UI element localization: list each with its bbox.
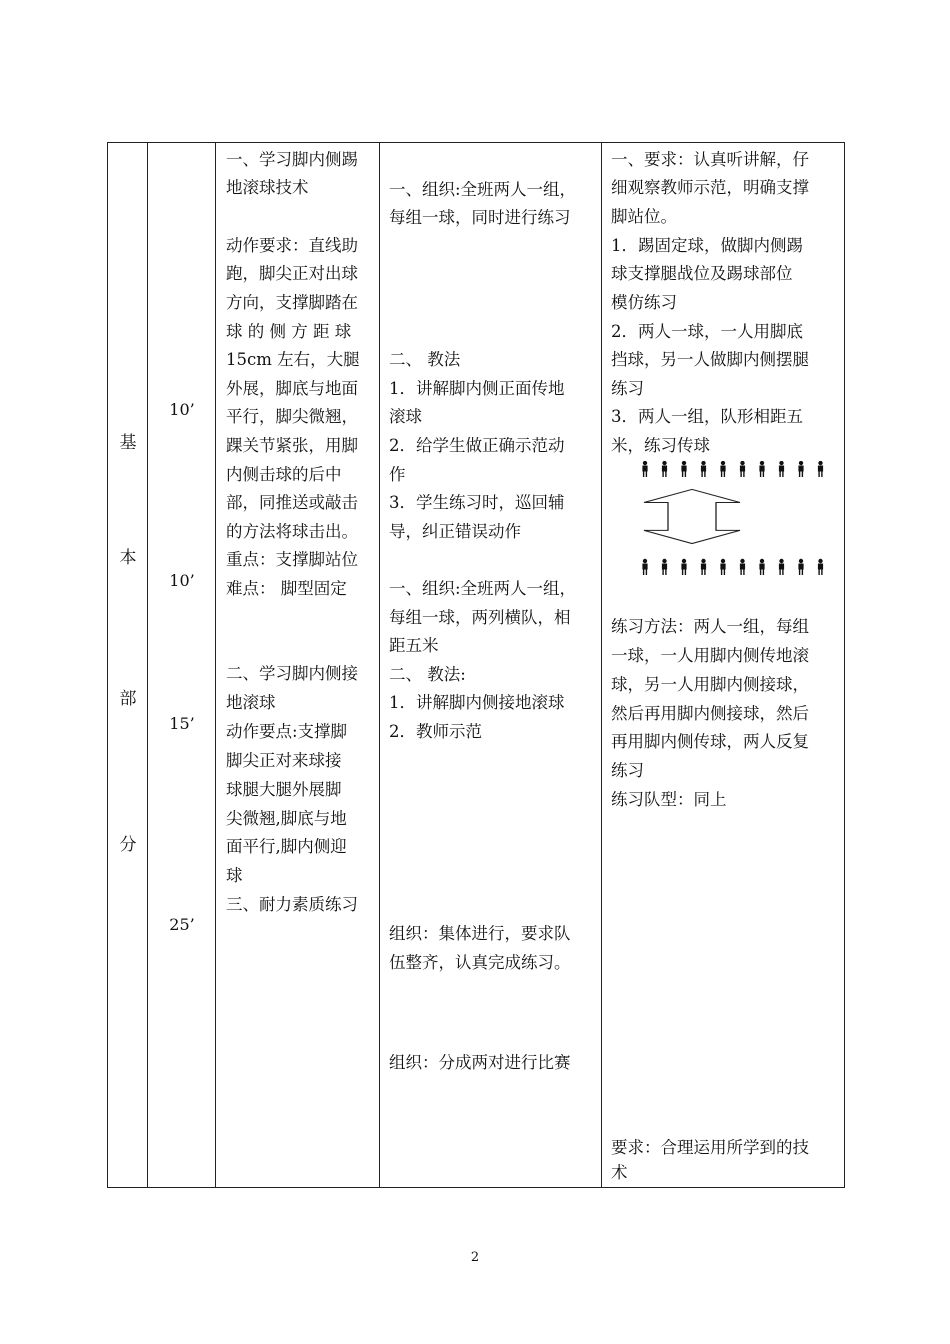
requirement-line: 再用脚内侧传球，两人反复	[611, 732, 809, 751]
content-line: 内侧击球的后中	[226, 465, 342, 484]
person-icon	[818, 461, 823, 477]
content-line: 地滚球	[226, 693, 276, 712]
requirement-line: 术	[611, 1163, 628, 1182]
requirements-column	[602, 143, 844, 1187]
method-line: 组织：集体进行，要求队	[389, 924, 571, 943]
double-vertical-arrow-icon	[644, 489, 740, 543]
method-line: 组织：分成两对进行比赛	[389, 1053, 571, 1072]
requirement-line: 细观察教师示范，明确支撑	[611, 178, 809, 197]
method-line: 每组一球，两列横队，相	[389, 608, 571, 627]
content-line: 一、学习脚内侧踢	[226, 150, 358, 169]
content-line: 难点： 脚型固定	[226, 579, 347, 598]
person-row-top	[642, 461, 823, 477]
person-icon	[701, 461, 706, 477]
method-line: 作	[389, 465, 406, 484]
requirement-line: 球支撑腿战位及踢球部位	[611, 264, 793, 283]
requirement-line: 球，另一人用脚内侧接球，	[611, 675, 809, 694]
section-char: 分	[119, 835, 137, 855]
content-line: 15cm 左右，大腿	[226, 350, 360, 369]
requirement-line: 一、要求：认真听讲解，仔	[611, 150, 809, 169]
time-label: 10’	[169, 400, 195, 419]
person-row-bottom	[642, 559, 823, 575]
content-line: 球	[226, 866, 243, 885]
content-line: 地滚球技术	[226, 178, 309, 197]
person-icon	[759, 461, 764, 477]
content-line: 脚尖正对来球接	[226, 751, 342, 770]
requirement-line: 练习	[611, 379, 644, 398]
lesson-plan-table	[107, 142, 845, 1188]
requirement-line: 一球，一人用脚内侧传地滚	[611, 646, 809, 665]
requirement-line: 练习方法：两人一组，每组	[611, 617, 809, 636]
requirement-line: 米，练习传球	[611, 436, 710, 455]
requirement-line: 1．踢固定球，做脚内侧踢	[611, 236, 803, 255]
person-icon	[740, 461, 745, 477]
method-line: 3．学生练习时，巡回辅	[389, 493, 565, 512]
method-line: 一、组织:全班两人一组，	[389, 579, 577, 598]
method-line: 距五米	[389, 636, 439, 655]
person-icon	[720, 461, 725, 477]
requirement-line: 挡球，另一人做脚内侧摆腿	[611, 350, 809, 369]
formation-diagram	[632, 461, 832, 581]
method-column	[380, 143, 602, 1187]
requirement-line: 要求：合理运用所学到的技	[611, 1138, 809, 1157]
method-line: 2．教师示范	[389, 722, 482, 741]
page-number: 2	[470, 1250, 480, 1265]
section-char: 本	[119, 548, 137, 568]
time-label: 15’	[169, 714, 195, 733]
content-line: 平行，脚尖微翘，	[226, 407, 358, 426]
person-icon	[642, 559, 647, 575]
person-icon	[720, 559, 725, 575]
content-column	[216, 143, 380, 1187]
section-char: 部	[119, 689, 137, 709]
content-line: 球腿大腿外展脚	[226, 780, 342, 799]
method-line: 二、 教法	[389, 350, 461, 369]
method-line: 2．给学生做正确示范动	[389, 436, 565, 455]
content-line: 二、学习脚内侧接	[226, 664, 358, 683]
content-line: 部，同推送或敲击	[226, 493, 358, 512]
person-icon	[779, 461, 784, 477]
method-line: 每组一球，同时进行练习	[389, 208, 571, 227]
content-line: 球 的 侧 方 距 球	[226, 322, 352, 341]
content-line: 踝关节紧张，用脚	[226, 436, 358, 455]
method-line: 1．讲解脚内侧正面传地	[389, 379, 565, 398]
person-icon	[798, 461, 803, 477]
requirement-line: 然后再用脚内侧接球，然后	[611, 704, 809, 723]
time-label: 10’	[169, 571, 195, 590]
content-line: 动作要点:支撑脚	[226, 722, 348, 741]
content-line: 的方法将球击出。	[226, 522, 358, 541]
requirement-line: 脚站位。	[611, 207, 677, 226]
time-column	[148, 143, 216, 1187]
person-icon	[740, 559, 745, 575]
method-line: 1．讲解脚内侧接地滚球	[389, 693, 565, 712]
content-line: 外展，脚底与地面	[226, 379, 358, 398]
person-icon	[818, 559, 823, 575]
content-line: 动作要求：直线助	[226, 236, 358, 255]
section-char: 基	[119, 433, 137, 453]
time-label: 25’	[169, 915, 195, 934]
method-line: 导，纠正错误动作	[389, 522, 521, 541]
section-column	[108, 143, 148, 1187]
method-line: 滚球	[389, 407, 422, 426]
person-icon	[642, 461, 647, 477]
content-line: 三、耐力素质练习	[226, 895, 358, 914]
requirement-line: 练习	[611, 761, 644, 780]
method-line: 二、 教法:	[389, 665, 466, 684]
person-icon	[662, 559, 667, 575]
content-line: 尖微翘,脚底与地	[226, 809, 347, 828]
person-icon	[779, 559, 784, 575]
content-line: 方向，支撑脚踏在	[226, 293, 358, 312]
person-icon	[681, 461, 686, 477]
method-line: 一、组织:全班两人一组，	[389, 180, 577, 199]
person-icon	[759, 559, 764, 575]
method-line: 伍整齐，认真完成练习。	[389, 953, 571, 972]
person-icon	[681, 559, 686, 575]
requirement-line: 2．两人一球，一人用脚底	[611, 322, 803, 341]
content-line: 重点：支撑脚站位	[226, 550, 358, 569]
person-icon	[662, 461, 667, 477]
person-icon	[701, 559, 706, 575]
requirement-line: 模仿练习	[611, 293, 677, 312]
content-line: 面平行,脚内侧迎	[226, 837, 347, 856]
content-line: 跑，脚尖正对出球	[226, 264, 358, 283]
person-icon	[798, 559, 803, 575]
requirement-line: 练习队型：同上	[611, 790, 727, 809]
requirement-line: 3．两人一组，队形相距五	[611, 407, 803, 426]
